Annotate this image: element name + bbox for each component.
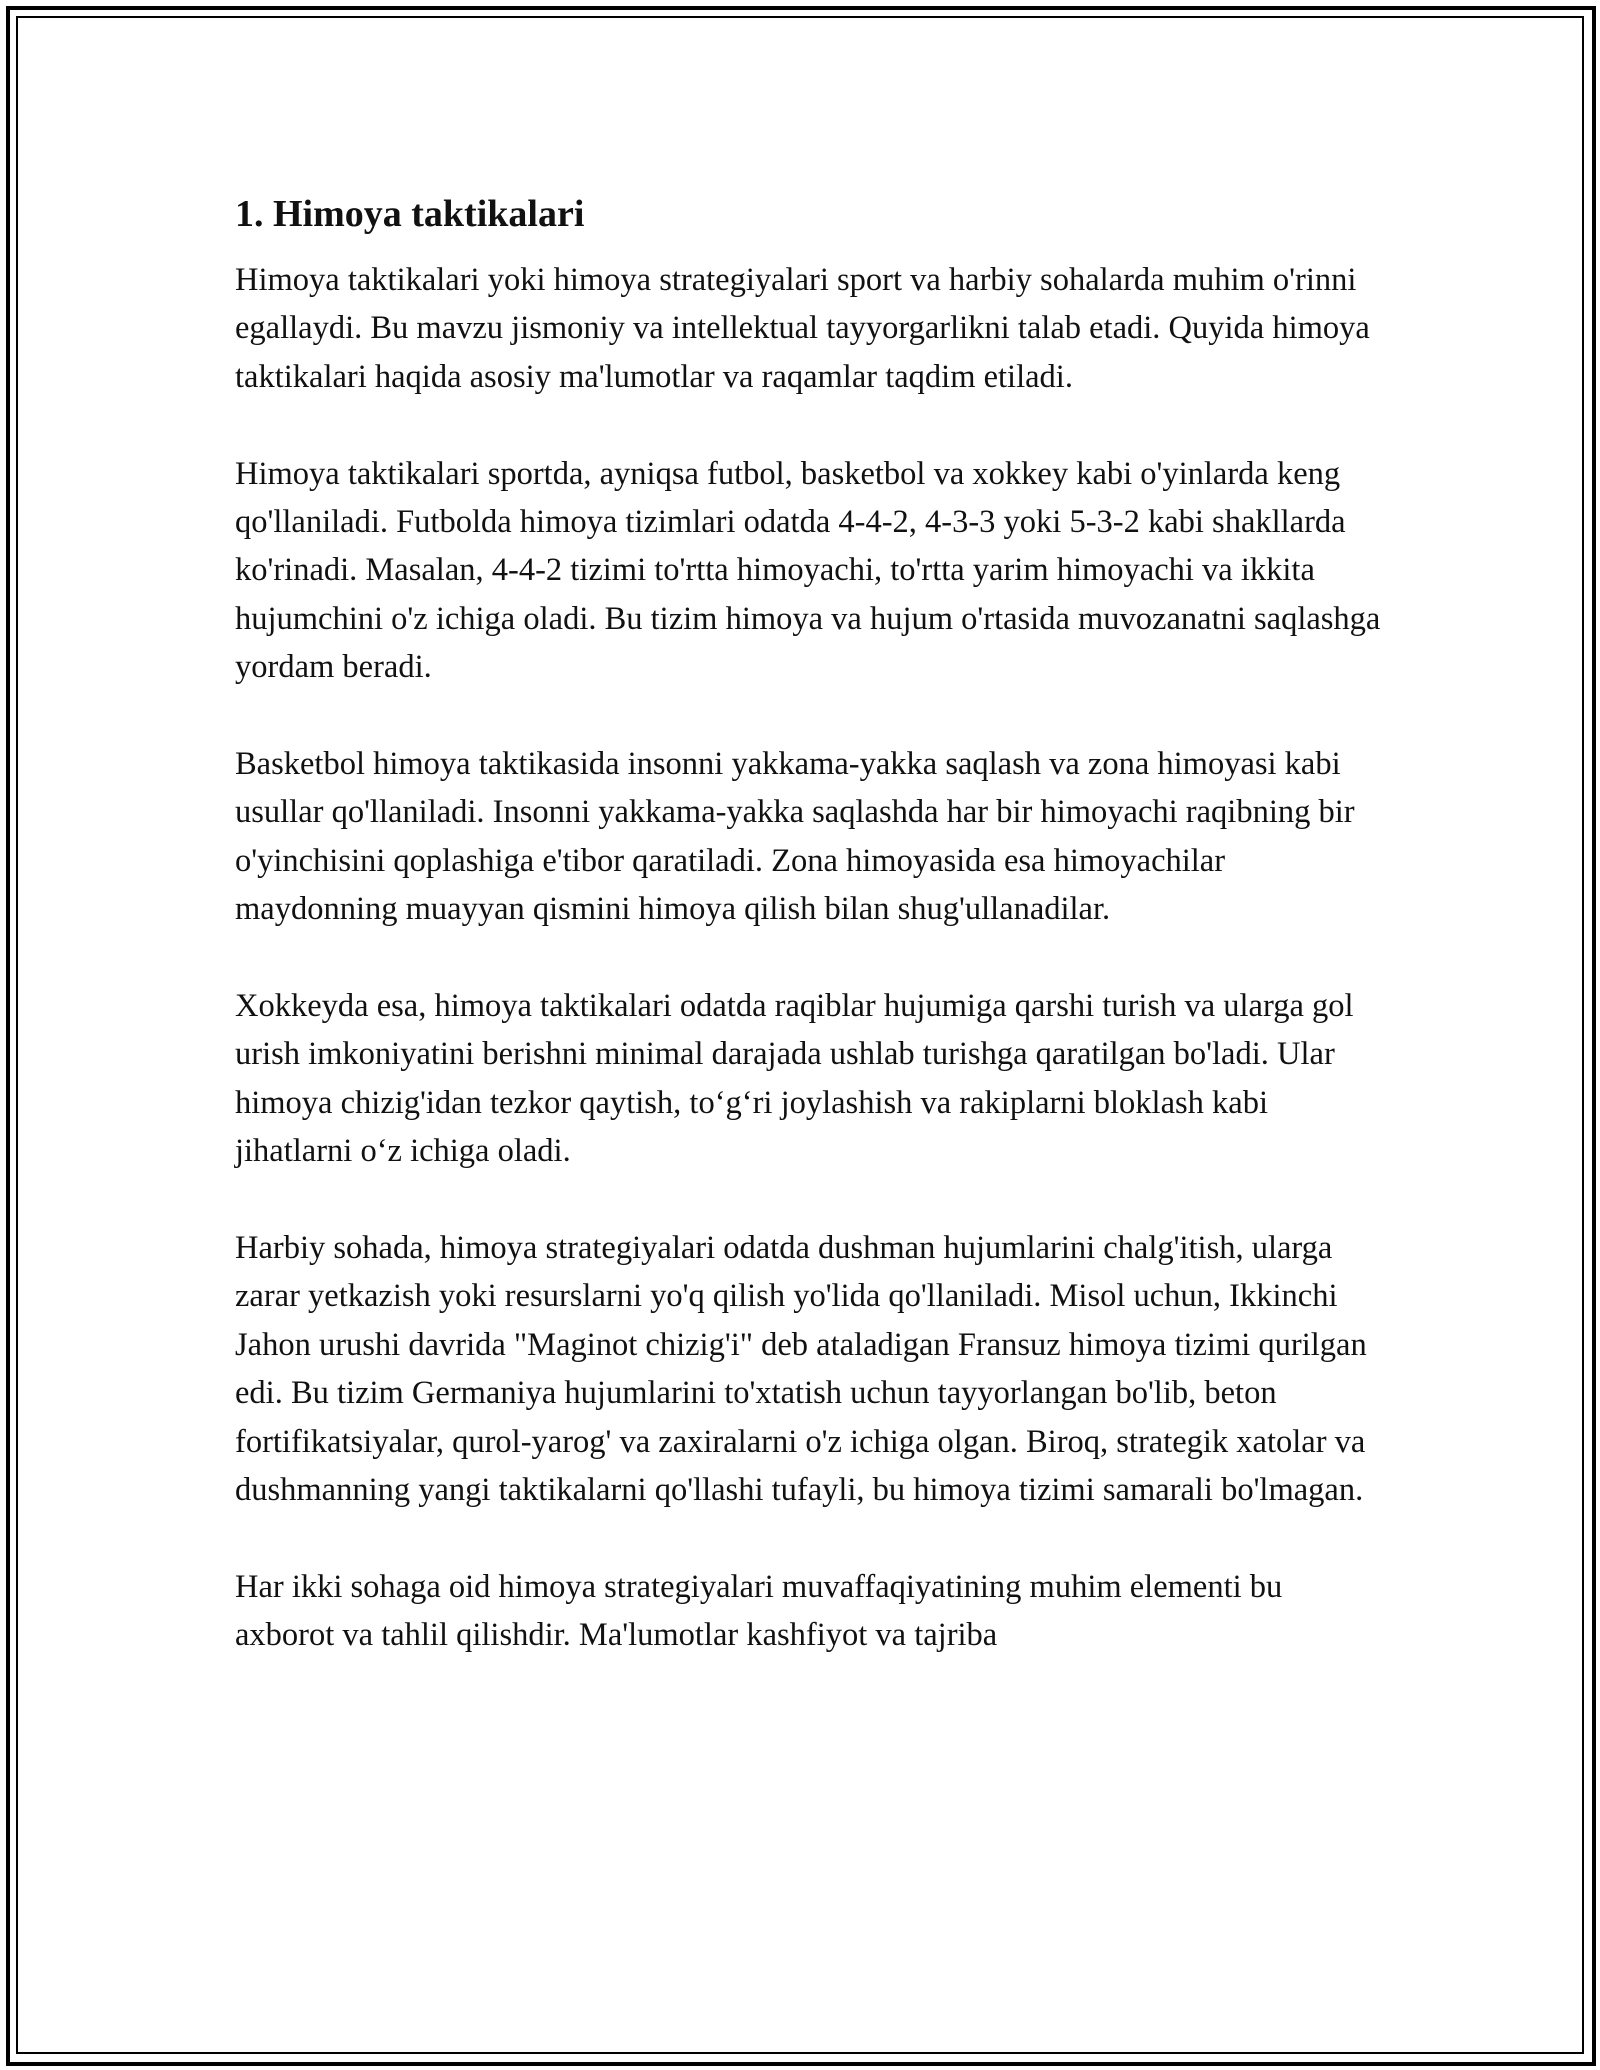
document-body — [235, 186, 1385, 1708]
section-heading: 1. Himoya taktikalari — [235, 193, 585, 235]
paragraph-football: Himoya taktikalari sportda, ayniqsa futbol, basketbol va xokkey kabi o'yinlarda keng qo'llaniladi. Futbolda himoya tizimlari odatda 4-4-2, 4-3-3 yoki 5-3-2 kabi shakllarda ko'rinadi. Masalan, 4-4-2 tizimi to'rtta himoyachi, to'rtta yarim himoyachi va ikkita hujumchini o'z ichiga oladi. Bu tizim himoya va hujum o'rtasida muvozanatni saqlashga yordam beradi. — [235, 455, 1381, 686]
paragraph-basketball: Basketbol himoya taktikasida insonni yakkama-yakka saqlash va zona himoyasi kabi usullar qo'llaniladi. Insonni yakkama-yakka saqlashda har bir himoyachi raqibning bir o'yinchisini qoplashiga e'tibor qaratiladi. Zona himoyasida esa himoyachilar maydonning muayyan qismini himoya qilish bilan shug'ullanadilar. — [235, 746, 1355, 928]
paragraph-hockey: Xokkeyda esa, himoya taktikalari odatda raqiblar hujumiga qarshi turish va ularga gol urish imkoniyatini berishni minimal darajada ushlab turishga qaratilgan bo'ladi. Ular himoya chizig'idan tezkor qaytish, to‘g‘ri joylashish va rakiplarni bloklash kabi jihatlarni o‘z ichiga oladi. — [235, 988, 1354, 1170]
paragraph-intro: Himoya taktikalari yoki himoya strategiyalari sport va harbiy sohalarda muhim o'rinni egallaydi. Bu mavzu jismoniy va intellektual tayyorgarlikni talab etadi. Quyida himoya taktikalari haqida asosiy ma'lumotlar va raqamlar taqdim etiladi. — [235, 262, 1370, 395]
paragraph-information: Har ikki sohaga oid himoya strategiyalari muvaffaqiyatining muhim elementi bu axborot va tahlil qilishdir. Ma'lumotlar kashfiyot va tajriba — [235, 1568, 1283, 1654]
paragraph-military: Harbiy sohada, himoya strategiyalari odatda dushman hujumlarini chalg'itish, ularga zarar yetkazish yoki resurslarni yo'q qilish yo'lida qo'llaniladi. Misol uchun, Ikkinchi Jahon urushi davrida "Maginot chizig'i" deb ataladigan Fransuz himoya tizimi qurilgan edi. Bu tizim Germaniya hujumlarini to'xtatish uchun tayyorlangan bo'lib, beton fortifikatsiyalar, qurol-yarog' va zaxiralarni o'z ichiga olgan. Biroq, strategik xatolar va dushmanning yangi taktikalarni qo'llashi tufayli, bu himoya tizimi samarali bo'lmagan. — [235, 1230, 1367, 1509]
